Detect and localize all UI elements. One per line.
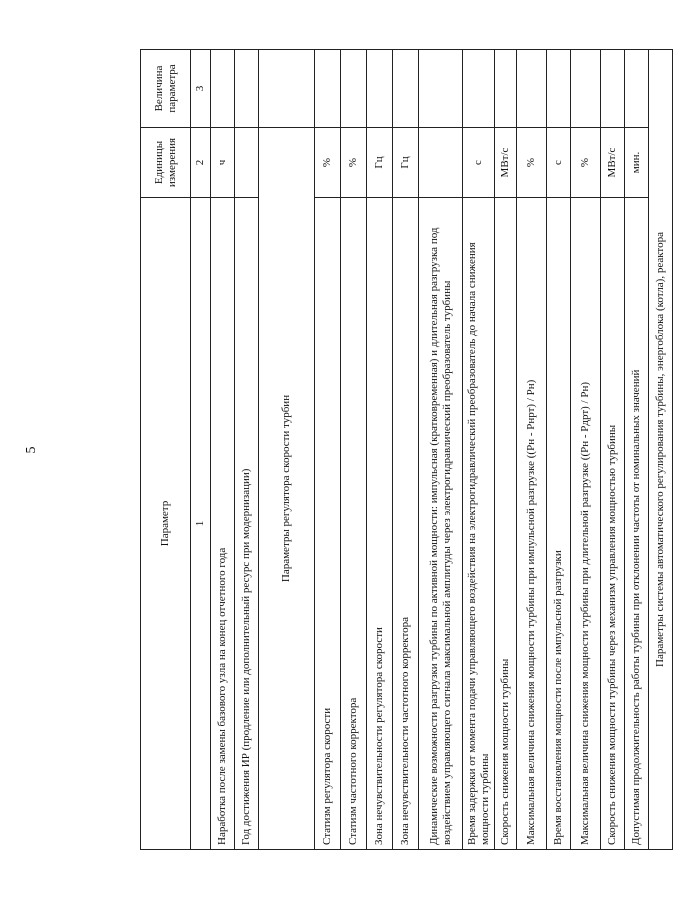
- row-unit: Гц: [393, 128, 419, 198]
- table-row: [571, 50, 601, 850]
- table-row: [341, 50, 367, 850]
- row-value: [517, 50, 547, 128]
- column-number-3: 3: [191, 50, 211, 128]
- table-row: [235, 50, 259, 850]
- row-param: Зона нечувствительности регулятора скорости: [367, 198, 393, 850]
- row-param: Статизм регулятора скорости: [315, 198, 341, 850]
- table-row: [495, 50, 517, 850]
- row-unit: [235, 128, 259, 198]
- row-value: [547, 50, 571, 128]
- row-value: [601, 50, 625, 128]
- row-unit: ч: [211, 128, 235, 198]
- column-number-row: [191, 50, 211, 850]
- parameters-table: [140, 49, 673, 850]
- table-row: [625, 50, 649, 850]
- table-row: [419, 50, 463, 850]
- row-unit: мин.: [625, 128, 649, 198]
- table-row: [463, 50, 495, 850]
- row-unit: %: [315, 128, 341, 198]
- row-param: Допустимая продолжительность работы турбины при отклонении частоты от номинальных значений: [625, 198, 649, 850]
- row-param: Динамические возможности разгрузки турбины по активной мощности: импульсная (кратковременная) и длительная разгрузка под воздействием управляющего сигнала максимальной амплитуды через электрогидравлический преобразователь турбины: [419, 198, 463, 850]
- row-value: [211, 50, 235, 128]
- section-row: [649, 50, 673, 850]
- row-value: [463, 50, 495, 128]
- row-param: Зона нечувствительности частотного корректора: [393, 198, 419, 850]
- row-unit: Гц: [367, 128, 393, 198]
- row-unit: %: [341, 128, 367, 198]
- table-row: [601, 50, 625, 850]
- row-value: [625, 50, 649, 128]
- row-unit: %: [571, 128, 601, 198]
- table-row: [517, 50, 547, 850]
- rotated-table-wrapper: [140, 50, 666, 850]
- row-unit: МВт/с: [601, 128, 625, 198]
- row-value: [259, 50, 315, 128]
- row-unit: МВт/с: [495, 128, 517, 198]
- section-row: [259, 50, 315, 850]
- row-value: [571, 50, 601, 128]
- row-value: [367, 50, 393, 128]
- header-unit: Единицы измерения: [141, 128, 191, 198]
- row-param: Наработка после замены базового узла на конец отчетного года: [211, 198, 235, 850]
- row-value: [393, 50, 419, 128]
- row-unit: %: [517, 128, 547, 198]
- row-value: [495, 50, 517, 128]
- table-row: [367, 50, 393, 850]
- header-param: Параметр: [141, 198, 191, 850]
- row-param: Год достижения ИР (продление или дополнительный ресурс при модернизации): [235, 198, 259, 850]
- row-param: Максимальная величина снижения мощности турбины при импульсной разгрузке ((Pн - Pнрт) / Pн): [517, 198, 547, 850]
- row-param: Максимальная величина снижения мощности турбины при длительной разгрузке ((Pн - Pдрт) / Pн): [571, 198, 601, 850]
- table-row: [393, 50, 419, 850]
- row-unit: с: [547, 128, 571, 198]
- table-row: [547, 50, 571, 850]
- column-number-1: 1: [191, 198, 211, 850]
- table-header-row: [141, 50, 191, 850]
- row-param: Скорость снижения мощности турбины: [495, 198, 517, 850]
- row-param: Скорость снижения мощности турбины через механизм управления мощностью турбины: [601, 198, 625, 850]
- column-number-2: 2: [191, 128, 211, 198]
- row-value: [341, 50, 367, 128]
- row-unit: с: [463, 128, 495, 198]
- row-value: [235, 50, 259, 128]
- row-value: [419, 50, 463, 128]
- row-param: Время задержки от момента подачи управляющего воздействия на электрогидравлический преобразователь до начала снижения мощности турбины: [463, 198, 495, 850]
- section-title-speed-regulator: Параметры регулятора скорости турбин: [259, 128, 315, 850]
- row-param: Время восстановления мощности после импульсной разгрузки: [547, 198, 571, 850]
- row-param: Статизм частотного корректора: [341, 198, 367, 850]
- row-value: [315, 50, 341, 128]
- section-title-auto-control: Параметры системы автоматического регулирования турбины, энергоблока (котла), реактора: [649, 50, 673, 850]
- header-value: Величина параметра: [141, 50, 191, 128]
- table-row: [315, 50, 341, 850]
- table-row: [211, 50, 235, 850]
- row-unit: [419, 128, 463, 198]
- page-number: 5: [24, 446, 39, 454]
